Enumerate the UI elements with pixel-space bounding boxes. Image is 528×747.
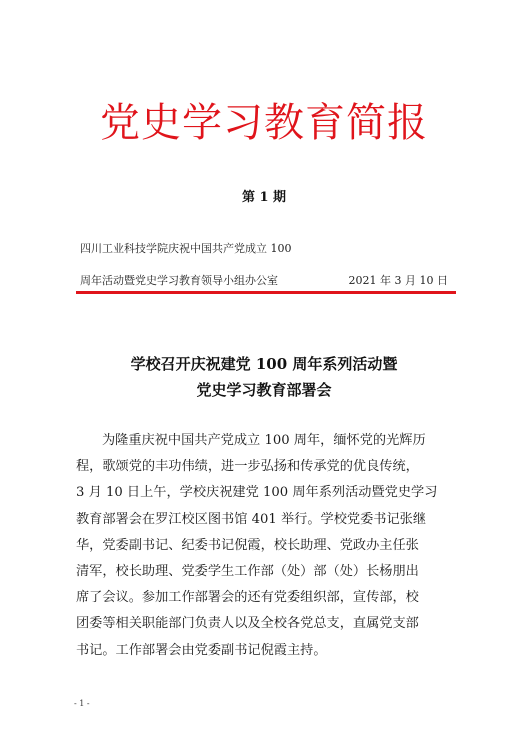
body-line: 席了会议。参加工作部署会的还有党委组织部，宣传部，校 — [76, 590, 419, 606]
issuer-line-1: 四川工业科技学院庆祝中国共产党成立 100 — [80, 242, 292, 255]
body-line: 为隆重庆祝中国共产党成立 100 周年，缅怀党的光辉历 — [102, 433, 426, 448]
article-title — [0, 351, 528, 403]
body-line: 程，歌颂党的丰功伟绩，进一步弘扬和传承党的优良传统， — [76, 459, 419, 475]
page-number: - 1 - — [74, 699, 90, 708]
body-line: 3 月 10 日上午，学校庆祝建党 100 周年系列活动暨党史学习 — [76, 485, 438, 501]
issuer-line-2: 周年活动暨党史学习教育领导小组办公室 — [80, 274, 278, 287]
article-body — [76, 428, 460, 664]
body-line: 清军，校长助理、党委学生工作部（处）部（处）长杨朋出 — [76, 563, 419, 579]
body-line: 教育部署会在罗江校区图书馆 401 举行。学校党委书记张继 — [76, 511, 427, 527]
body-line: 华，党委副书记、纪委书记倪霞，校长助理、党政办主任张 — [76, 537, 419, 553]
body-line: 书记。工作部署会由党委副书记倪霞主持。 — [76, 642, 327, 658]
article-title-line-2: 党史学习教育部署会 — [196, 381, 332, 399]
body-line: 团委等相关职能部门负责人以及全校各党总支，直属党支部 — [76, 616, 419, 632]
red-divider-rule — [76, 291, 456, 294]
issue-number: 第 1 期 — [241, 190, 287, 205]
issue-date: 2021 年 3 月 10 日 — [348, 274, 448, 287]
masthead-title: 党史学习教育简报 — [100, 100, 428, 146]
article-title-line-1: 学校召开庆祝建党 100 周年系列活动暨 — [130, 355, 398, 373]
